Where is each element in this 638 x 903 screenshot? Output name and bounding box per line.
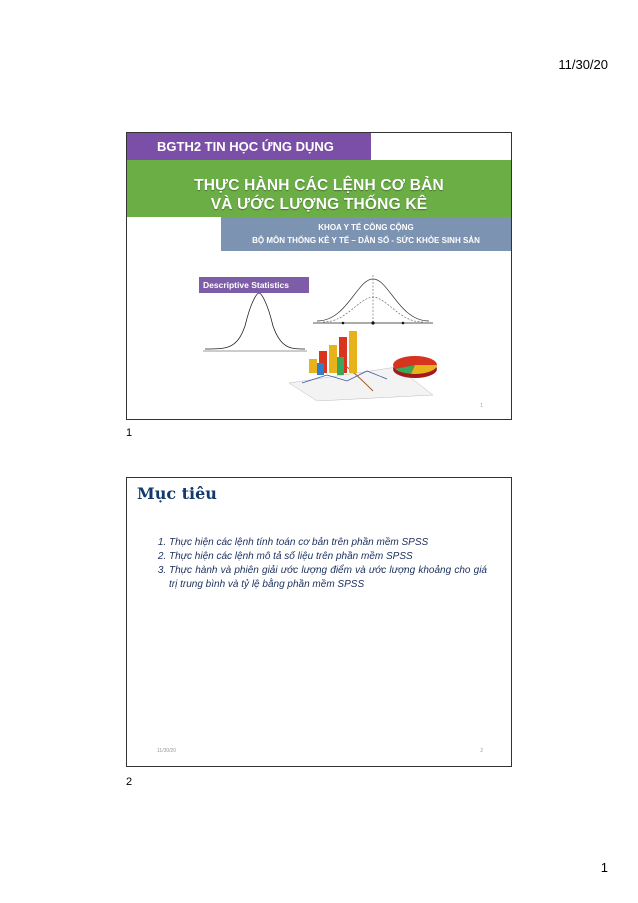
slide-2 bbox=[126, 477, 512, 767]
slide-title-line2: VÀ ƯỚC LƯỢNG THỐNG KÊ bbox=[210, 196, 428, 213]
objective-item: 3. Thực hành và phiên giải ước lượng điểm và ước lượng khoảng cho giá trị trung bình và tỷ lệ bằng phần mềm SPSS bbox=[169, 564, 487, 592]
faculty-label: KHOA Y TẾ CÔNG CỘNG bbox=[318, 223, 414, 232]
department-band bbox=[221, 217, 511, 251]
slide-footer-date: 11/30/20 bbox=[157, 748, 177, 754]
slide-1-number: 1 bbox=[126, 427, 133, 439]
header-date: 11/30/20 bbox=[558, 57, 608, 72]
objectives-heading: Mục tiêu bbox=[137, 484, 217, 503]
descriptive-statistics-label: Descriptive Statistics bbox=[199, 277, 309, 293]
objective-item: 2. Thực hiện các lệnh mô tả số liệu trên phần mềm SPSS bbox=[169, 550, 487, 564]
page-number: 1 bbox=[600, 860, 608, 875]
slide-1 bbox=[126, 132, 512, 420]
bell-curve-icon bbox=[203, 293, 307, 351]
normal-distribution-icon bbox=[313, 275, 433, 325]
objective-item: 1. Thực hiện các lệnh tính toán cơ bản trên phần mềm SPSS bbox=[169, 536, 487, 550]
slide-title-line1: THỰC HÀNH CÁC LỆNH CƠ BẢN bbox=[194, 177, 444, 194]
bar-chart-icon bbox=[309, 331, 357, 375]
department-label: BỘ MÔN THỐNG KÊ Y TẾ – DÂN SỐ - SỨC KHỎE SINH SẢN bbox=[252, 236, 480, 245]
pie-chart-icon bbox=[393, 356, 437, 378]
slide-page-number: 1 bbox=[480, 403, 483, 409]
objectives-list bbox=[151, 536, 487, 592]
course-tag: BGTH2 TIN HỌC ỨNG DỤNG bbox=[127, 133, 371, 160]
slide-page-number: 2 bbox=[480, 748, 483, 754]
slide-2-number: 2 bbox=[126, 776, 133, 788]
